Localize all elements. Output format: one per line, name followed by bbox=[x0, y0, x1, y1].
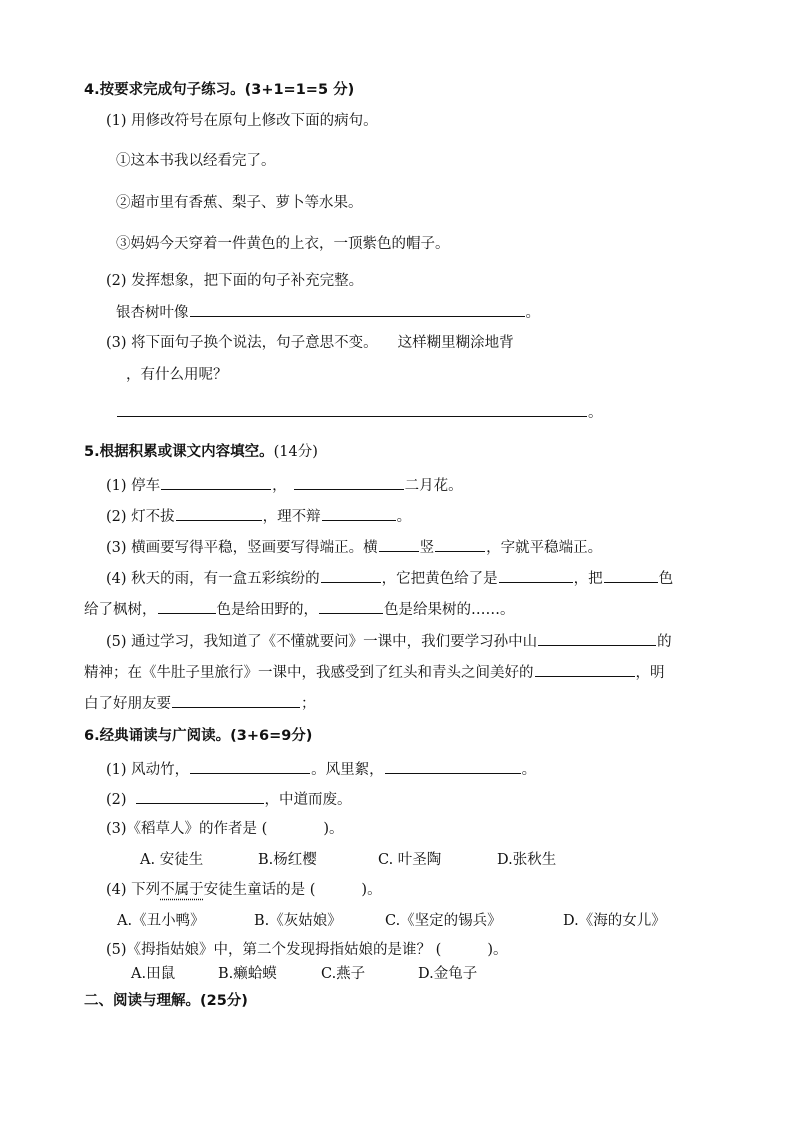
q6-l4b: 安徒生童话的是 ( bbox=[203, 882, 316, 898]
period: 。 bbox=[525, 305, 540, 321]
q6-l2a: (2) bbox=[106, 792, 127, 808]
q5-l3c: ，字就平稳端正。 bbox=[486, 540, 603, 556]
q4-sub3-sentence: 这样糊里糊涂地背 bbox=[397, 335, 514, 351]
q6-l4-emphasis: 不属于 bbox=[160, 882, 204, 898]
blank[interactable] bbox=[499, 568, 573, 583]
q5-score: (14分) bbox=[273, 444, 318, 460]
q4-sentence-1: ①这本书我以经看完了。 bbox=[116, 153, 276, 169]
q6-line-4 bbox=[106, 880, 382, 900]
q5-l4a: (4) 秋天的雨，有一盒五彩缤纷的 bbox=[106, 571, 320, 587]
blank[interactable] bbox=[321, 568, 381, 583]
q6-l2b: ，中道而废。 bbox=[264, 792, 352, 808]
blank[interactable] bbox=[538, 631, 656, 646]
part2-score: (25分) bbox=[200, 993, 248, 1009]
q6-title: 6.经典诵读与广阅读。 bbox=[84, 728, 231, 744]
blank[interactable] bbox=[158, 599, 216, 614]
q6-line-5 bbox=[106, 940, 507, 960]
q5-l5e: 白了好朋友要 bbox=[84, 696, 171, 712]
ginkgo-blank[interactable] bbox=[190, 302, 525, 317]
q5-title: 5.根据积累或课文内容填空。 bbox=[84, 444, 274, 460]
q6-l3-option-c[interactable]: C. 叶圣陶 bbox=[378, 852, 442, 868]
q5-line-1 bbox=[106, 475, 463, 496]
blank[interactable] bbox=[604, 568, 658, 583]
q4-sub3-instruction: (3) 将下面句子换个说法，句子意思不变。 bbox=[106, 335, 378, 351]
q4-title: 4.按要求完成句子练习。(3+1=1=5 分) bbox=[84, 82, 355, 98]
q5-line-5 bbox=[106, 631, 672, 652]
q6-line-1 bbox=[106, 759, 536, 780]
period: 。 bbox=[521, 762, 537, 778]
q4-sub2: (2) 发挥想象，把下面的句子补充完整。 bbox=[106, 273, 364, 289]
q6-l4-option-c[interactable]: C.《坚定的锡兵》 bbox=[385, 913, 502, 929]
blank[interactable] bbox=[176, 506, 262, 521]
blank[interactable] bbox=[161, 475, 271, 490]
q5-line-4-cont bbox=[84, 599, 515, 620]
blank[interactable] bbox=[535, 662, 635, 677]
q6-l4-option-a[interactable]: A.《丑小鸭》 bbox=[117, 913, 205, 929]
q6-l5-option-d[interactable]: D.金龟子 bbox=[418, 966, 478, 982]
q5-l4c: ，把 bbox=[573, 571, 603, 587]
q6-l3-option-d[interactable]: D.张秋生 bbox=[497, 852, 557, 868]
blank[interactable] bbox=[319, 599, 383, 614]
q5-title-row bbox=[84, 442, 318, 462]
blank[interactable] bbox=[136, 789, 264, 804]
q5-l4d: 色 bbox=[658, 571, 674, 587]
q6-title-row bbox=[84, 726, 312, 746]
q5-l1a: (1) 停车 bbox=[106, 478, 161, 494]
period: 。 bbox=[396, 509, 412, 525]
q6-line-3 bbox=[106, 819, 343, 839]
q6-l3-option-a[interactable]: A. 安徒生 bbox=[140, 852, 204, 868]
period: 。 bbox=[588, 405, 603, 421]
q6-l4-option-d[interactable]: D.《海的女儿》 bbox=[563, 913, 666, 929]
q6-l1a: (1) 风动竹， bbox=[106, 762, 190, 778]
q6-l3: (3)《稻草人》的作者是 ( bbox=[106, 821, 268, 837]
q6-l5-option-c[interactable]: C.燕子 bbox=[321, 966, 366, 982]
q6-l4-end: )。 bbox=[361, 882, 382, 898]
blank[interactable] bbox=[385, 759, 521, 774]
q6-line-2 bbox=[106, 789, 352, 810]
q6-l5-end: )。 bbox=[487, 942, 508, 958]
q6-l4a: (4) 下列 bbox=[106, 882, 161, 898]
q6-l5: (5)《拇指姑娘》中，第二个发现拇指姑娘的是谁？ ( bbox=[106, 942, 442, 958]
part2-title: 二、阅读与理解。 bbox=[84, 993, 200, 1009]
blank[interactable] bbox=[294, 475, 404, 490]
q4-sub1: (1) 用修改符号在原句上修改下面的病句。 bbox=[106, 113, 378, 129]
q5-l3a: (3) 横画要写得平稳，竖画要写得端正。横 bbox=[106, 540, 378, 556]
q5-l1b: 二月花。 bbox=[404, 478, 463, 494]
ginkgo-prefix: 银杏树叶像 bbox=[116, 305, 189, 321]
q5-l5c: 精神；在《牛肚子里旅行》一课中，我感受到了红头和青头之间美好的 bbox=[84, 665, 534, 681]
q5-l4b: ，它把黄色给了是 bbox=[381, 571, 498, 587]
q5-l5a: (5) 通过学习，我知道了《不懂就要问》一课中，我们要学习孙中山 bbox=[106, 634, 538, 650]
part2-title-row bbox=[84, 991, 248, 1011]
q5-l2a: (2) 灯不拔 bbox=[106, 509, 175, 525]
blank[interactable] bbox=[190, 759, 310, 774]
q4-sentence-3: ③妈妈今天穿着一件黄色的上衣，一顶紫色的帽子。 bbox=[116, 236, 450, 252]
q5-l5d: ，明 bbox=[635, 665, 665, 681]
blank[interactable] bbox=[435, 537, 485, 552]
q6-l3-end: )。 bbox=[323, 821, 344, 837]
q5-line-5-end bbox=[84, 693, 316, 714]
q5-l3b: 竖 bbox=[419, 540, 435, 556]
q6-l5-option-a[interactable]: A.田鼠 bbox=[131, 966, 176, 982]
q4-ginkgo-line bbox=[116, 302, 540, 323]
blank[interactable] bbox=[172, 693, 300, 708]
blank[interactable] bbox=[322, 506, 396, 521]
q6-l4-option-b[interactable]: B.《灰姑娘》 bbox=[254, 913, 342, 929]
q4-sub3 bbox=[106, 333, 514, 353]
q4-answer-line bbox=[116, 402, 603, 423]
q6-l1b: 。风里絮， bbox=[311, 762, 384, 778]
q4-sub3-cont: ，有什么用呢？ bbox=[126, 367, 228, 383]
q6-l3-option-b[interactable]: B.杨红樱 bbox=[258, 852, 317, 868]
blank[interactable] bbox=[379, 537, 419, 552]
q6-l5-option-b[interactable]: B.癞蛤蟆 bbox=[218, 966, 277, 982]
q5-line-5-cont bbox=[84, 662, 665, 683]
q4-sentence-2: ②超市里有香蕉、梨子、萝卜等水果。 bbox=[116, 195, 363, 211]
q6-score: (3+6=9分) bbox=[230, 728, 313, 744]
q5-l5b: 的 bbox=[657, 634, 672, 650]
q5-line-3 bbox=[106, 537, 602, 558]
q5-l4e: 给了枫树， bbox=[84, 602, 157, 618]
rewrite-blank[interactable] bbox=[117, 402, 587, 417]
q5-l4f: 色是给田野的， bbox=[216, 602, 318, 618]
q5-line-4 bbox=[106, 568, 673, 589]
q5-l4g: 色是给果树的……。 bbox=[384, 602, 515, 618]
q5-l2b: ，理不辩 bbox=[262, 509, 321, 525]
comma: ， bbox=[272, 478, 287, 494]
q5-line-2 bbox=[106, 506, 411, 527]
q5-l5f: ； bbox=[301, 696, 316, 712]
